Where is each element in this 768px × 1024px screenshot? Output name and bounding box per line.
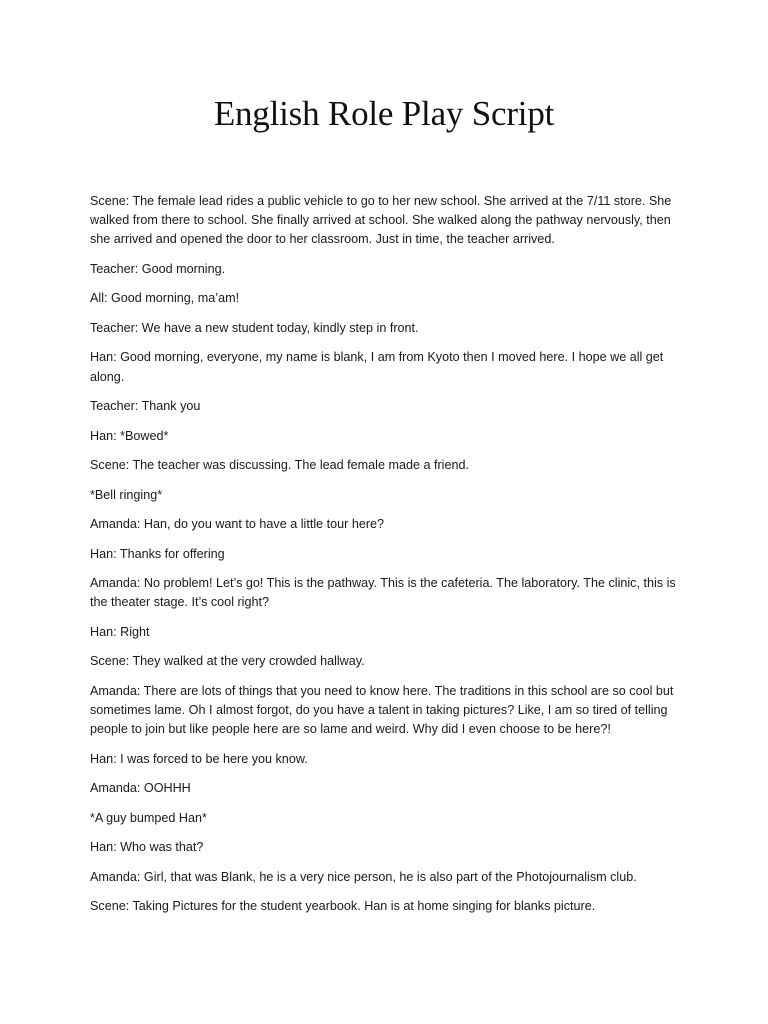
paragraph: Teacher: Good morning.: [90, 261, 226, 276]
paragraph: Amanda: There are lots of things that you need to know here. The traditions in this school are so cool but sometimes lame. Oh I almost forgot, do you have a talent in taking pictures? Like, I am so tired of telling people to join but like people here are so lame and weird. Why did I even choose to be here?!: [90, 683, 674, 737]
paragraph: Teacher: Thank you: [90, 399, 201, 414]
paragraph: *Bell ringing*: [90, 487, 163, 502]
paragraph: *A guy bumped Han*: [90, 810, 207, 825]
paragraph: Amanda: No problem! Let’s go! This is the pathway. This is the cafeteria. The laboratory. The clinic, this is the theater stage. It’s cool right?: [90, 576, 676, 610]
paragraph: Han: Right: [90, 624, 150, 639]
paragraph: Han: I was forced to be here you know.: [90, 751, 308, 766]
paragraph: Teacher: We have a new student today, kindly step in front.: [90, 320, 419, 335]
script-body: [90, 192, 690, 927]
paragraph: Scene: The teacher was discussing. The lead female made a friend.: [90, 458, 469, 473]
paragraph: Scene: Taking Pictures for the student yearbook. Han is at home singing for blanks picture.: [90, 899, 596, 914]
paragraph: Amanda: Han, do you want to have a little tour here?: [90, 517, 385, 532]
paragraph: Han: Thanks for offering: [90, 546, 225, 561]
paragraph: Amanda: OOHHH: [90, 781, 191, 796]
paragraph: Scene: The female lead rides a public vehicle to go to her new school. She arrived at the 7/11 store. She walked from there to school. She finally arrived at school. She walked along the pathway nervously, then she arrived and opened the door to her classroom. Just in time, the teacher arrived.: [90, 194, 672, 247]
paragraph: Han: *Bowed*: [90, 428, 169, 443]
paragraph: Han: Good morning, everyone, my name is blank, I am from Kyoto then I moved here. I hope we all get along.: [90, 350, 664, 384]
paragraph: All: Good morning, ma’am!: [90, 291, 240, 306]
paragraph: Han: Who was that?: [90, 840, 204, 855]
document-title: English Role Play Script: [213, 94, 555, 133]
paragraph: Scene: They walked at the very crowded hallway.: [90, 654, 365, 669]
paragraph: Amanda: Girl, that was Blank, he is a very nice person, he is also part of the Photojournalism club.: [90, 869, 637, 884]
